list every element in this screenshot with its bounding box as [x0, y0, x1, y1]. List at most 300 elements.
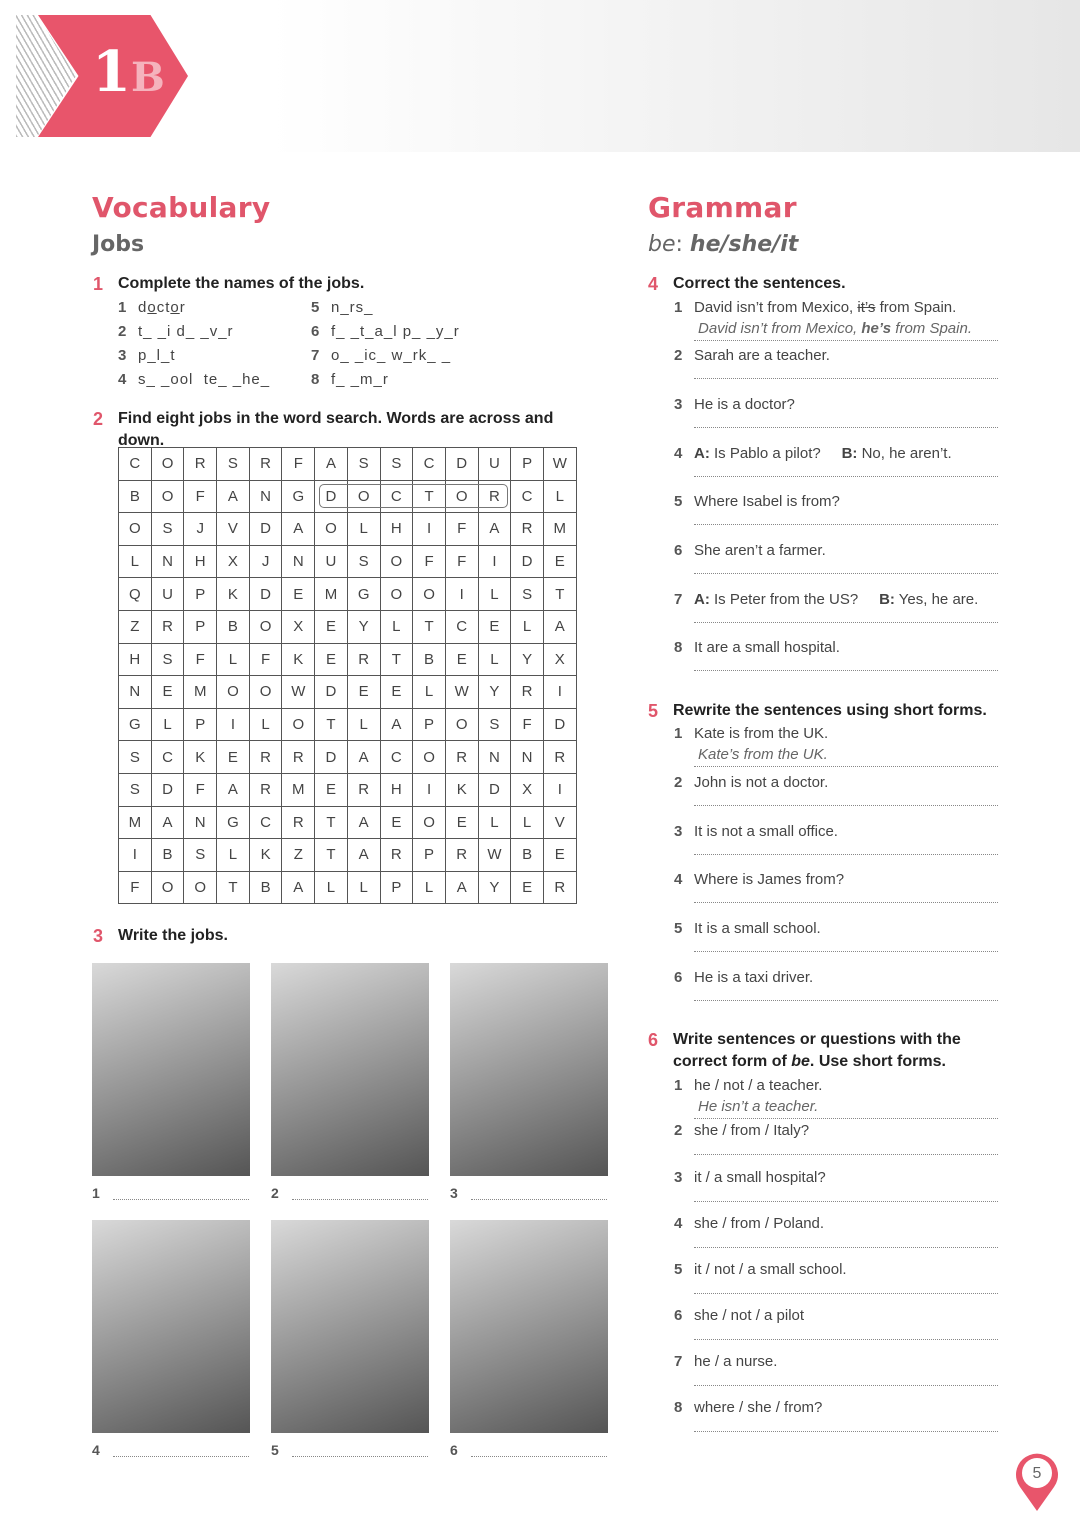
sentence-item — [674, 969, 814, 986]
item-number: 7 — [311, 347, 321, 364]
grid-cell: S — [347, 448, 380, 481]
sentence-item — [674, 591, 979, 608]
grid-cell: C — [151, 741, 184, 774]
text-part: r — [179, 299, 186, 316]
text-part: Kate’s from the UK. — [698, 746, 828, 763]
grid-cell: D — [249, 578, 282, 611]
grid-cell: K — [217, 578, 250, 611]
grid-cell: P — [380, 871, 413, 904]
answer-line — [471, 1199, 607, 1200]
grid-cell: Z — [282, 839, 315, 872]
grid-cell: L — [543, 480, 576, 513]
grid-cell: A — [478, 513, 511, 546]
grid-cell: R — [543, 871, 576, 904]
grid-cell: E — [445, 806, 478, 839]
grid-cell: W — [282, 676, 315, 709]
grid-cell: P — [511, 448, 544, 481]
subtitle-be: be — [648, 232, 676, 257]
item-number: 5 — [674, 493, 683, 510]
answer-line — [113, 1199, 249, 1200]
grid-row — [119, 578, 577, 611]
item-number: 3 — [118, 347, 128, 364]
grid-cell: A — [543, 610, 576, 643]
text-part: Write sentences or questions with the correct form of — [673, 1031, 966, 1070]
exercise-instruction — [648, 273, 993, 295]
grid-cell: W — [478, 839, 511, 872]
grid-cell: F — [445, 513, 478, 546]
grid-cell: L — [347, 513, 380, 546]
text-part: she / from / Italy? — [694, 1122, 810, 1139]
grid-cell: L — [478, 578, 511, 611]
sentence-item — [674, 774, 829, 791]
grid-cell: A — [151, 806, 184, 839]
answer-line — [694, 1338, 998, 1340]
instruction-text: Find eight jobs in the word search. Words are across and down. — [118, 410, 554, 449]
item-number: 6 — [674, 542, 683, 559]
grid-cell: E — [445, 643, 478, 676]
instruction-text: Write the jobs. — [118, 927, 228, 944]
sentence-item — [674, 493, 840, 510]
sentence-item — [674, 725, 829, 742]
text-part: he / not / a teacher. — [694, 1077, 823, 1094]
text-part: It is not a small office. — [694, 823, 838, 840]
grid-row — [119, 448, 577, 481]
grid-cell: Y — [347, 610, 380, 643]
text-part: o_ _ic_ w_rk_ _ — [331, 347, 452, 364]
grid-cell: D — [315, 480, 348, 513]
answer-line — [694, 1292, 998, 1294]
text-part: It are a small hospital. — [694, 639, 840, 656]
grid-cell: P — [184, 578, 217, 611]
grid-cell: Y — [478, 676, 511, 709]
exercise-instruction — [648, 700, 993, 722]
unit-letter: B — [130, 54, 165, 101]
grammar-title: Grammar — [648, 191, 797, 224]
unit-number: 1 — [92, 39, 131, 105]
sentence-item — [674, 445, 952, 462]
grid-cell: X — [543, 643, 576, 676]
grid-cell: N — [249, 480, 282, 513]
grid-cell: W — [543, 448, 576, 481]
answer-line — [694, 475, 998, 477]
item-number: 4 — [674, 1215, 683, 1232]
sentence-item — [674, 542, 826, 559]
answer-line — [113, 1456, 249, 1457]
grid-cell: F — [282, 448, 315, 481]
grid-cell: O — [445, 708, 478, 741]
item-number: 4 — [674, 871, 683, 888]
grid-cell: R — [347, 643, 380, 676]
grid-cell: A — [315, 448, 348, 481]
grid-cell: E — [543, 839, 576, 872]
grid-cell: L — [511, 806, 544, 839]
text-part: Sarah are a teacher. — [694, 347, 830, 364]
grid-cell: A — [347, 839, 380, 872]
grid-cell: H — [184, 545, 217, 578]
grid-cell: O — [119, 513, 152, 546]
answer-line — [694, 669, 998, 671]
grid-cell: L — [413, 676, 446, 709]
text-part: He is a doctor? — [694, 396, 795, 413]
grid-cell: T — [380, 643, 413, 676]
grid-cell: K — [282, 643, 315, 676]
grid-cell: U — [478, 448, 511, 481]
grid-cell: I — [413, 773, 446, 806]
subtitle-colon: : — [675, 232, 690, 257]
grid-row — [119, 806, 577, 839]
text-part: f_ _m_r — [331, 371, 389, 388]
sentence-item — [674, 1077, 823, 1094]
grid-cell: I — [217, 708, 250, 741]
job-item — [118, 323, 234, 340]
grid-cell: R — [282, 806, 315, 839]
grid-cell: O — [347, 480, 380, 513]
grid-cell: R — [151, 610, 184, 643]
item-number: 7 — [674, 1353, 683, 1370]
item-number: 6 — [674, 1307, 683, 1324]
sentence-item — [674, 1215, 825, 1232]
text-part: A: — [694, 591, 710, 608]
grid-cell: D — [151, 773, 184, 806]
grid-cell: N — [151, 545, 184, 578]
text-part: Is Pablo a pilot? — [709, 445, 842, 462]
answer-line — [694, 1384, 998, 1386]
item-number: 2 — [118, 323, 128, 340]
item-number: 8 — [674, 1399, 683, 1416]
sentence-item — [674, 639, 840, 656]
text-part: it / a small hospital? — [694, 1169, 826, 1186]
grid-cell: G — [119, 708, 152, 741]
job-item — [118, 299, 186, 316]
grid-cell: E — [282, 578, 315, 611]
grid-cell: G — [347, 578, 380, 611]
grid-cell: U — [315, 545, 348, 578]
sentence-item — [674, 823, 838, 840]
text-part: . Use short forms. — [809, 1053, 946, 1070]
answer-example — [694, 746, 998, 767]
grid-cell: A — [282, 871, 315, 904]
item-number: 4 — [674, 445, 683, 462]
grid-cell: F — [184, 773, 217, 806]
grid-row — [119, 839, 577, 872]
grid-cell: O — [249, 676, 282, 709]
text-part: from Spain. — [891, 320, 972, 337]
answer-text — [694, 1098, 818, 1115]
item-number: 1 — [674, 299, 683, 316]
photo-number: 1 — [92, 1185, 100, 1201]
grid-cell: L — [217, 643, 250, 676]
grid-cell: Y — [478, 871, 511, 904]
text-part: B: — [879, 591, 895, 608]
grid-cell: K — [445, 773, 478, 806]
grid-cell: M — [184, 676, 217, 709]
grid-row — [119, 708, 577, 741]
answer-line — [292, 1199, 428, 1200]
grid-cell: I — [119, 839, 152, 872]
grid-cell: L — [151, 708, 184, 741]
grid-row — [119, 545, 577, 578]
grid-cell: V — [217, 513, 250, 546]
grid-cell: B — [151, 839, 184, 872]
answer-line — [694, 804, 998, 806]
answer-line — [694, 950, 998, 952]
grid-cell: S — [151, 513, 184, 546]
grid-cell: T — [413, 480, 446, 513]
text-part: Is Peter from the US? — [709, 591, 880, 608]
exercise-number: 2 — [93, 409, 104, 429]
instruction-text: Rewrite the sentences using short forms. — [673, 702, 987, 719]
grid-cell: O — [217, 676, 250, 709]
grid-cell: S — [511, 578, 544, 611]
grid-cell: O — [282, 708, 315, 741]
job-photo — [450, 1220, 608, 1433]
grid-cell: E — [380, 676, 413, 709]
item-number: 3 — [674, 823, 683, 840]
grid-cell: F — [184, 480, 217, 513]
item-number: 7 — [674, 591, 683, 608]
grid-cell: B — [249, 871, 282, 904]
grid-cell: G — [282, 480, 315, 513]
grid-cell: L — [119, 545, 152, 578]
exercise-number: 4 — [648, 274, 659, 294]
job-item — [118, 371, 271, 388]
vocabulary-title: Vocabulary — [92, 191, 271, 224]
grid-cell: M — [315, 578, 348, 611]
grid-row — [119, 513, 577, 546]
answer-example — [694, 320, 998, 341]
grid-cell: I — [413, 513, 446, 546]
grid-cell: S — [151, 643, 184, 676]
grid-cell: E — [315, 773, 348, 806]
item-number: 1 — [674, 725, 683, 742]
grid-cell: I — [543, 676, 576, 709]
answer-line — [694, 1153, 998, 1155]
grid-cell: P — [184, 708, 217, 741]
text-part: t_ _i d_ _v_r — [138, 323, 234, 340]
grid-cell: N — [119, 676, 152, 709]
grid-cell: B — [217, 610, 250, 643]
photo-number: 4 — [92, 1442, 100, 1458]
sentence-item — [674, 1353, 778, 1370]
grid-cell: D — [543, 708, 576, 741]
grid-row — [119, 773, 577, 806]
grid-cell: O — [315, 513, 348, 546]
grid-cell: A — [217, 773, 250, 806]
answer-text — [694, 320, 972, 337]
answer-line — [694, 1246, 998, 1248]
answer-example — [694, 1098, 998, 1119]
grid-cell: O — [413, 806, 446, 839]
grid-cell: A — [347, 741, 380, 774]
grid-cell: L — [217, 839, 250, 872]
grid-cell: O — [413, 741, 446, 774]
text-part: where / she / from? — [694, 1399, 823, 1416]
item-number: 3 — [674, 396, 683, 413]
subtitle-pronouns: he/she/it — [689, 232, 799, 257]
grid-cell: X — [511, 773, 544, 806]
grid-cell: P — [413, 708, 446, 741]
grid-cell: E — [478, 610, 511, 643]
grid-cell: A — [217, 480, 250, 513]
grid-cell: S — [347, 545, 380, 578]
exercise-instruction — [93, 925, 598, 947]
instruction-text: Complete the names of the jobs. — [118, 275, 365, 292]
grid-cell: R — [347, 773, 380, 806]
word-search-grid — [118, 447, 577, 904]
grid-cell: Z — [119, 610, 152, 643]
text-part: She aren’t a farmer. — [694, 542, 826, 559]
grid-cell: S — [478, 708, 511, 741]
text-part: f_ _t_a_l p_ _y_r — [331, 323, 460, 340]
grid-cell: E — [217, 741, 250, 774]
text-part: from Spain. — [875, 299, 957, 316]
grid-cell: L — [347, 871, 380, 904]
grid-cell: E — [511, 871, 544, 904]
grid-cell: O — [151, 480, 184, 513]
grid-cell: X — [217, 545, 250, 578]
text-part: Yes, he are. — [894, 591, 979, 608]
item-number: 4 — [118, 371, 128, 388]
text-part: No, he aren’t. — [857, 445, 952, 462]
text-part: David isn’t from Mexico, — [694, 299, 858, 316]
grid-cell: D — [249, 513, 282, 546]
sentence-item — [674, 1399, 823, 1416]
grid-cell: R — [249, 773, 282, 806]
text-part: be — [791, 1053, 810, 1070]
answer-line — [694, 1430, 998, 1432]
text-part: o — [170, 299, 180, 316]
grid-cell: R — [184, 448, 217, 481]
item-number: 5 — [674, 1261, 683, 1278]
answer-line — [694, 621, 998, 623]
exercise-number: 1 — [93, 274, 104, 294]
grid-cell: C — [249, 806, 282, 839]
grid-cell: O — [413, 578, 446, 611]
grid-cell: C — [511, 480, 544, 513]
grid-cell: N — [184, 806, 217, 839]
sentence-item — [674, 920, 821, 937]
text-part: d — [138, 299, 148, 316]
grid-cell: L — [478, 806, 511, 839]
answer-line — [694, 523, 998, 525]
grid-cell: T — [315, 708, 348, 741]
job-photo — [271, 963, 429, 1176]
answer-line — [694, 901, 998, 903]
grid-cell: N — [511, 741, 544, 774]
grid-row — [119, 871, 577, 904]
grid-cell: T — [217, 871, 250, 904]
page-number: 5 — [1032, 1465, 1042, 1482]
grid-cell: O — [151, 871, 184, 904]
grid-cell: T — [543, 578, 576, 611]
photo-number: 3 — [450, 1185, 458, 1201]
instruction-text: Correct the sentences. — [673, 275, 846, 292]
grid-cell: L — [315, 871, 348, 904]
sentence-item — [674, 299, 957, 316]
grid-cell: E — [380, 806, 413, 839]
grid-cell: R — [249, 741, 282, 774]
grid-cell: T — [315, 839, 348, 872]
job-photo — [92, 963, 250, 1176]
grid-cell: R — [445, 741, 478, 774]
grid-cell: K — [184, 741, 217, 774]
grid-row — [119, 741, 577, 774]
grid-cell: S — [380, 448, 413, 481]
grid-cell: O — [380, 545, 413, 578]
text-part: John is not a doctor. — [694, 774, 829, 791]
answer-line — [694, 1200, 998, 1202]
item-number: 1 — [674, 1077, 683, 1094]
grid-cell: F — [445, 545, 478, 578]
grid-cell: M — [119, 806, 152, 839]
grid-cell: C — [380, 741, 413, 774]
answer-line — [471, 1456, 607, 1457]
grid-cell: G — [217, 806, 250, 839]
grid-cell: O — [249, 610, 282, 643]
answer-text — [694, 746, 828, 763]
grid-cell: M — [282, 773, 315, 806]
grid-cell: O — [151, 448, 184, 481]
text-part: A: — [694, 445, 710, 462]
item-number: 1 — [118, 299, 128, 316]
grid-cell: R — [445, 839, 478, 872]
grid-cell: D — [511, 545, 544, 578]
exercise-number: 5 — [648, 701, 659, 721]
exercise-number: 3 — [93, 926, 104, 946]
text-part: ct — [156, 299, 171, 316]
item-number: 2 — [674, 774, 683, 791]
grid-cell: J — [249, 545, 282, 578]
job-item — [311, 299, 374, 316]
grid-cell: F — [249, 643, 282, 676]
grid-cell: L — [380, 610, 413, 643]
text-part: He is a taxi driver. — [694, 969, 814, 986]
item-number: 5 — [311, 299, 321, 316]
text-part: p_l_t — [138, 347, 176, 364]
answer-line — [694, 377, 998, 379]
unit-label — [92, 39, 165, 108]
grid-cell: R — [511, 513, 544, 546]
grid-cell: P — [184, 610, 217, 643]
text-part: s_ _ool te_ _he_ — [138, 371, 271, 388]
grid-cell: I — [445, 578, 478, 611]
text-part: she / from / Poland. — [694, 1215, 825, 1232]
job-photo — [450, 963, 608, 1176]
job-item — [311, 371, 389, 388]
grid-cell: A — [380, 708, 413, 741]
grid-cell: O — [184, 871, 217, 904]
exercise-number: 6 — [648, 1030, 659, 1050]
grid-cell: F — [119, 871, 152, 904]
exercise-instruction — [648, 1029, 993, 1073]
item-number: 3 — [674, 1169, 683, 1186]
grid-cell: R — [249, 448, 282, 481]
grid-cell: R — [543, 741, 576, 774]
grid-cell: C — [380, 480, 413, 513]
grid-cell: R — [282, 741, 315, 774]
item-number: 6 — [311, 323, 321, 340]
grid-cell: K — [249, 839, 282, 872]
grid-cell: E — [151, 676, 184, 709]
grid-cell: S — [119, 741, 152, 774]
grid-cell: T — [413, 610, 446, 643]
grid-cell: H — [119, 643, 152, 676]
grid-cell: A — [445, 871, 478, 904]
grid-cell: S — [184, 839, 217, 872]
grid-cell: D — [315, 741, 348, 774]
text-part: o — [147, 299, 157, 316]
grid-cell: L — [347, 708, 380, 741]
